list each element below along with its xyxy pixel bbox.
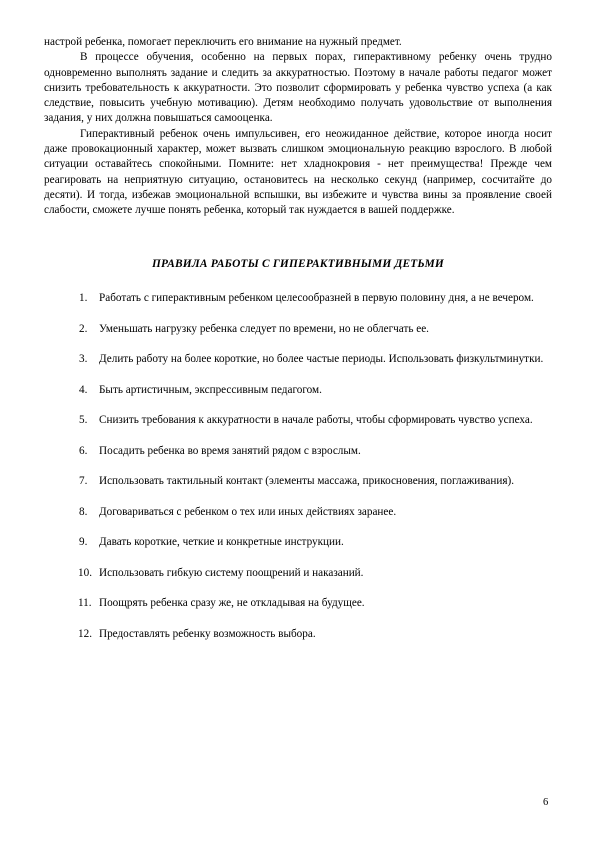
rule-text: Использовать гибкую систему поощрений и наказаний.	[99, 566, 364, 579]
rule-item	[44, 283, 554, 314]
rule-number: 8.	[79, 505, 88, 518]
rule-number: 1.	[79, 292, 88, 304]
rule-item	[44, 497, 554, 528]
rule-number: 4.	[79, 383, 88, 396]
intro-paragraph-2: В процессе обучения, особенно на первых порах, гиперактивному ребенку очень трудно одновременно выполнять задание и следить за аккуратностью. Поэтому в начале работы педагог может снизить требовательность к аккуратности. Это позволит сформировать у ребенка чувство успеха (а как следствие, повысить учебную мотивацию). Детям необходимо получать удовольствие от выполнения задания, у них должна повышаться самооценка.	[44, 51, 552, 125]
rule-text: Уменьшать нагрузку ребенка следует по времени, но не облегчать ее.	[99, 322, 429, 335]
rule-text: Поощрять ребенка сразу же, не откладывая на будущее.	[99, 597, 365, 609]
rule-item	[44, 588, 554, 619]
rule-text: Снизить требования к аккуратности в начале работы, чтобы сформировать чувство успеха.	[99, 414, 533, 426]
rule-item	[44, 344, 554, 375]
rule-number: 9.	[79, 536, 88, 548]
rule-text: Договариваться с ребенком о тех или иных действиях заранее.	[99, 505, 397, 518]
rule-item	[44, 466, 554, 497]
rules-list	[44, 283, 554, 649]
rule-item	[44, 405, 554, 436]
rule-number: 7.	[79, 475, 88, 487]
rule-item	[44, 375, 554, 406]
rule-number: 3.	[79, 353, 88, 365]
rule-number: 11.	[78, 597, 92, 609]
rule-text: Посадить ребенка во время занятий рядом с взрослым.	[99, 444, 361, 457]
rule-item	[44, 436, 554, 467]
rule-text: Давать короткие, четкие и конкретные инструкции.	[99, 536, 344, 548]
rule-item	[44, 527, 554, 558]
rule-item	[44, 314, 554, 345]
intro-paragraph-1: настрой ребенка, помогает переключить его внимание на нужный предмет.	[44, 36, 402, 48]
rule-text: Использовать тактильный контакт (элементы массажа, прикосновения, поглаживания).	[99, 475, 515, 487]
rule-number: 5.	[79, 414, 88, 426]
rule-number: 6.	[79, 444, 88, 457]
rules-heading: ПРАВИЛА РАБОТЫ С ГИПЕРАКТИВНЫМИ ДЕТЬМИ	[152, 258, 444, 270]
intro-text	[44, 35, 552, 219]
rule-item	[44, 619, 554, 650]
page-number: 6	[543, 797, 549, 808]
rule-text: Предоставлять ребенку возможность выбора.	[99, 627, 316, 640]
rule-item	[44, 558, 554, 589]
rule-number: 10.	[78, 566, 92, 579]
rule-text: Работать с гиперактивным ребенком целесообразней в первую половину дня, а не вечером.	[99, 292, 534, 304]
intro-paragraph-3: Гиперактивный ребенок очень импульсивен, его неожиданное действие, которое иногда носит даже провокационный характер, может вызвать слишком эмоциональную реакцию взрослого. В любой ситуации оставайтесь спокойными. Помните: нет хладнокровия - нет преимущества! Прежде чем реагировать на неприятную ситуацию, остановитесь на несколько секунд (например, сосчитайте до десяти). И тогда, избежав эмоциональной вспышки, вы избежите и чувства вины за проявление своей слабости, сможете лучше понять ребенка, который так нуждается в вашей поддержке.	[44, 127, 552, 217]
rule-number: 12.	[78, 627, 92, 640]
rule-text: Делить работу на более короткие, но более частые периоды. Использовать физкультминутки.	[99, 353, 544, 365]
rule-text: Быть артистичным, экспрессивным педагогом.	[99, 383, 322, 396]
rule-number: 2.	[79, 322, 88, 335]
